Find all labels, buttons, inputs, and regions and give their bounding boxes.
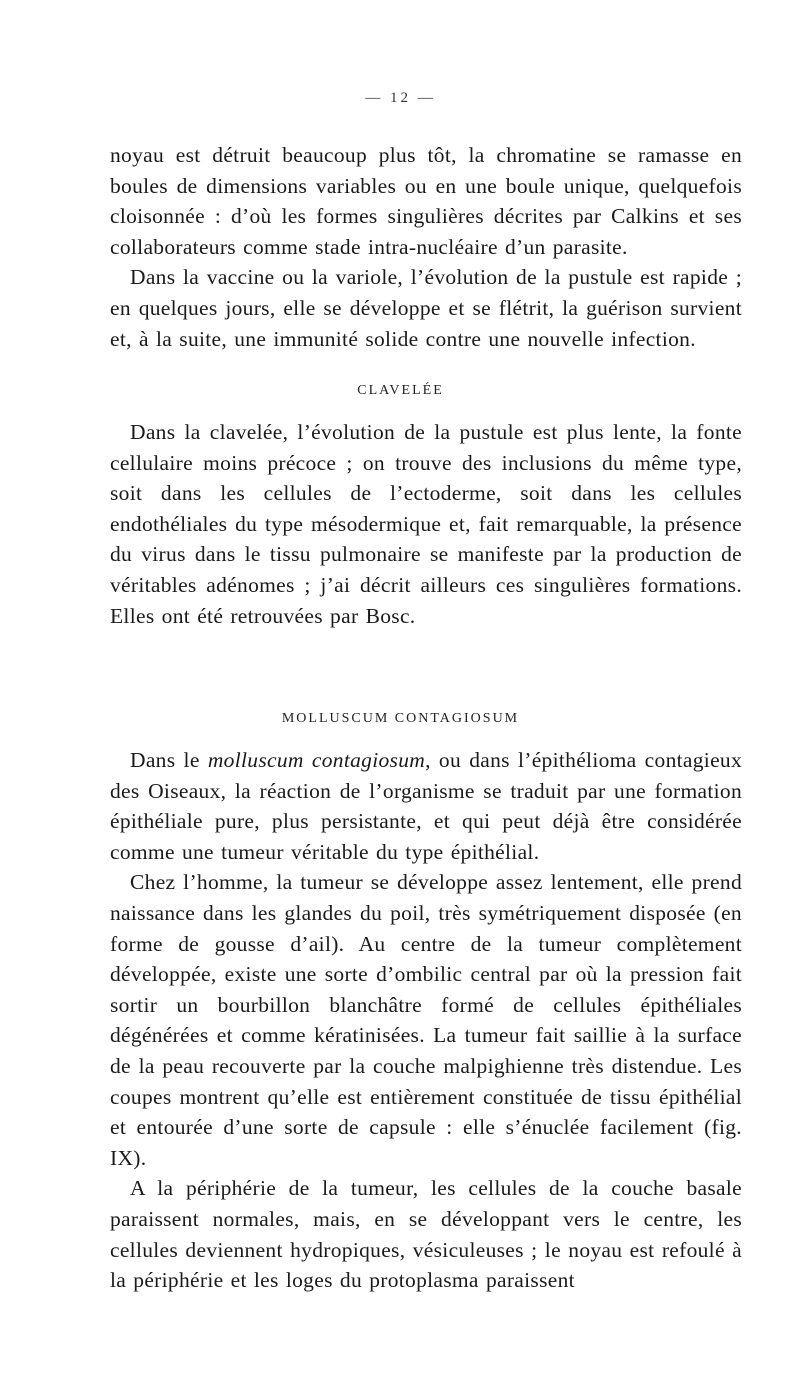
section-clavelee bbox=[110, 417, 742, 631]
heading-molluscum: MOLLUSCUM CONTAGIOSUM bbox=[281, 711, 520, 726]
paragraph-molluscum-intro bbox=[110, 745, 742, 867]
page-number: — 12 — bbox=[365, 90, 436, 106]
paragraph-clavelee: Dans la clavelée, l’évolution de la pustule est plus lente, la fonte cellulaire moins précoce ; on trouve des inclusions du même type, soit dans les cellules de l’ectoderme, soit dans les cellules endothéliales du type mésodermique et, fait remarquable, la présence du virus dans le tissu pulmonaire se manifeste par la production de véritables adénomes ; j’ai décrit ailleurs ces singulières formations. Elles ont été retrouvées par Bosc. bbox=[110, 420, 742, 628]
section-molluscum bbox=[110, 745, 742, 1296]
paragraph-homme: Chez l’homme, la tumeur se développe assez lentement, elle prend naissance dans les glandes du poil, très symétriquement disposée (en forme de gousse d’ail). Au centre de la tumeur complètement développée, existe une sorte d’ombilic central par où la pression fait sortir un bourbillon blanchâtre formé de cellules épithéliales dégénérées et comme kératinisées. La tumeur fait saillie à la surface de la peau recouverte par la couche malpighienne très distendue. Les coupes montrent qu’elle est entièrement constituée de tissu épithélial et entourée d’une sorte de capsule : elle s’énuclée facilement (fig. IX). bbox=[110, 870, 742, 1170]
paragraph-vaccine: Dans la vaccine ou la variole, l’évolution de la pustule est rapide ; en quelques jours, elle se développe et se flétrit, la guérison survient et, à la suite, une immunité solide contre une nouvelle infection. bbox=[110, 265, 742, 351]
paragraph-chromatine: noyau est détruit beaucoup plus tôt, la chromatine se ramasse en boules de dimensions variables ou en une boule unique, quelquefois cloisonnée : d’où les formes singulières décrites par Calkins et ses collaborateurs comme stade intra-nucléaire d’un parasite. bbox=[110, 143, 742, 259]
paragraph-peripherie: A la périphérie de la tumeur, les cellules de la couche basale paraissent normales, mais, en se développant vers le centre, les cellules deviennent hydropiques, vésiculeuses ; le noyau est refoulé à la périphérie et les loges du protoplasma paraissent bbox=[110, 1176, 742, 1293]
text-prefix: Dans le bbox=[130, 748, 208, 772]
text-rest: , ou dans l’épithélioma contagieux des Oiseaux, la réaction de l’organisme se traduit par une formation épithéliale pure, plus persistante, et qui peut déjà être considérée comme une tumeur véritable du type épithélial. bbox=[110, 748, 743, 864]
section-intro bbox=[110, 140, 742, 354]
heading-clavelee: CLAVELÉE bbox=[357, 383, 444, 398]
italic-term: molluscum contagiosum bbox=[207, 748, 426, 772]
